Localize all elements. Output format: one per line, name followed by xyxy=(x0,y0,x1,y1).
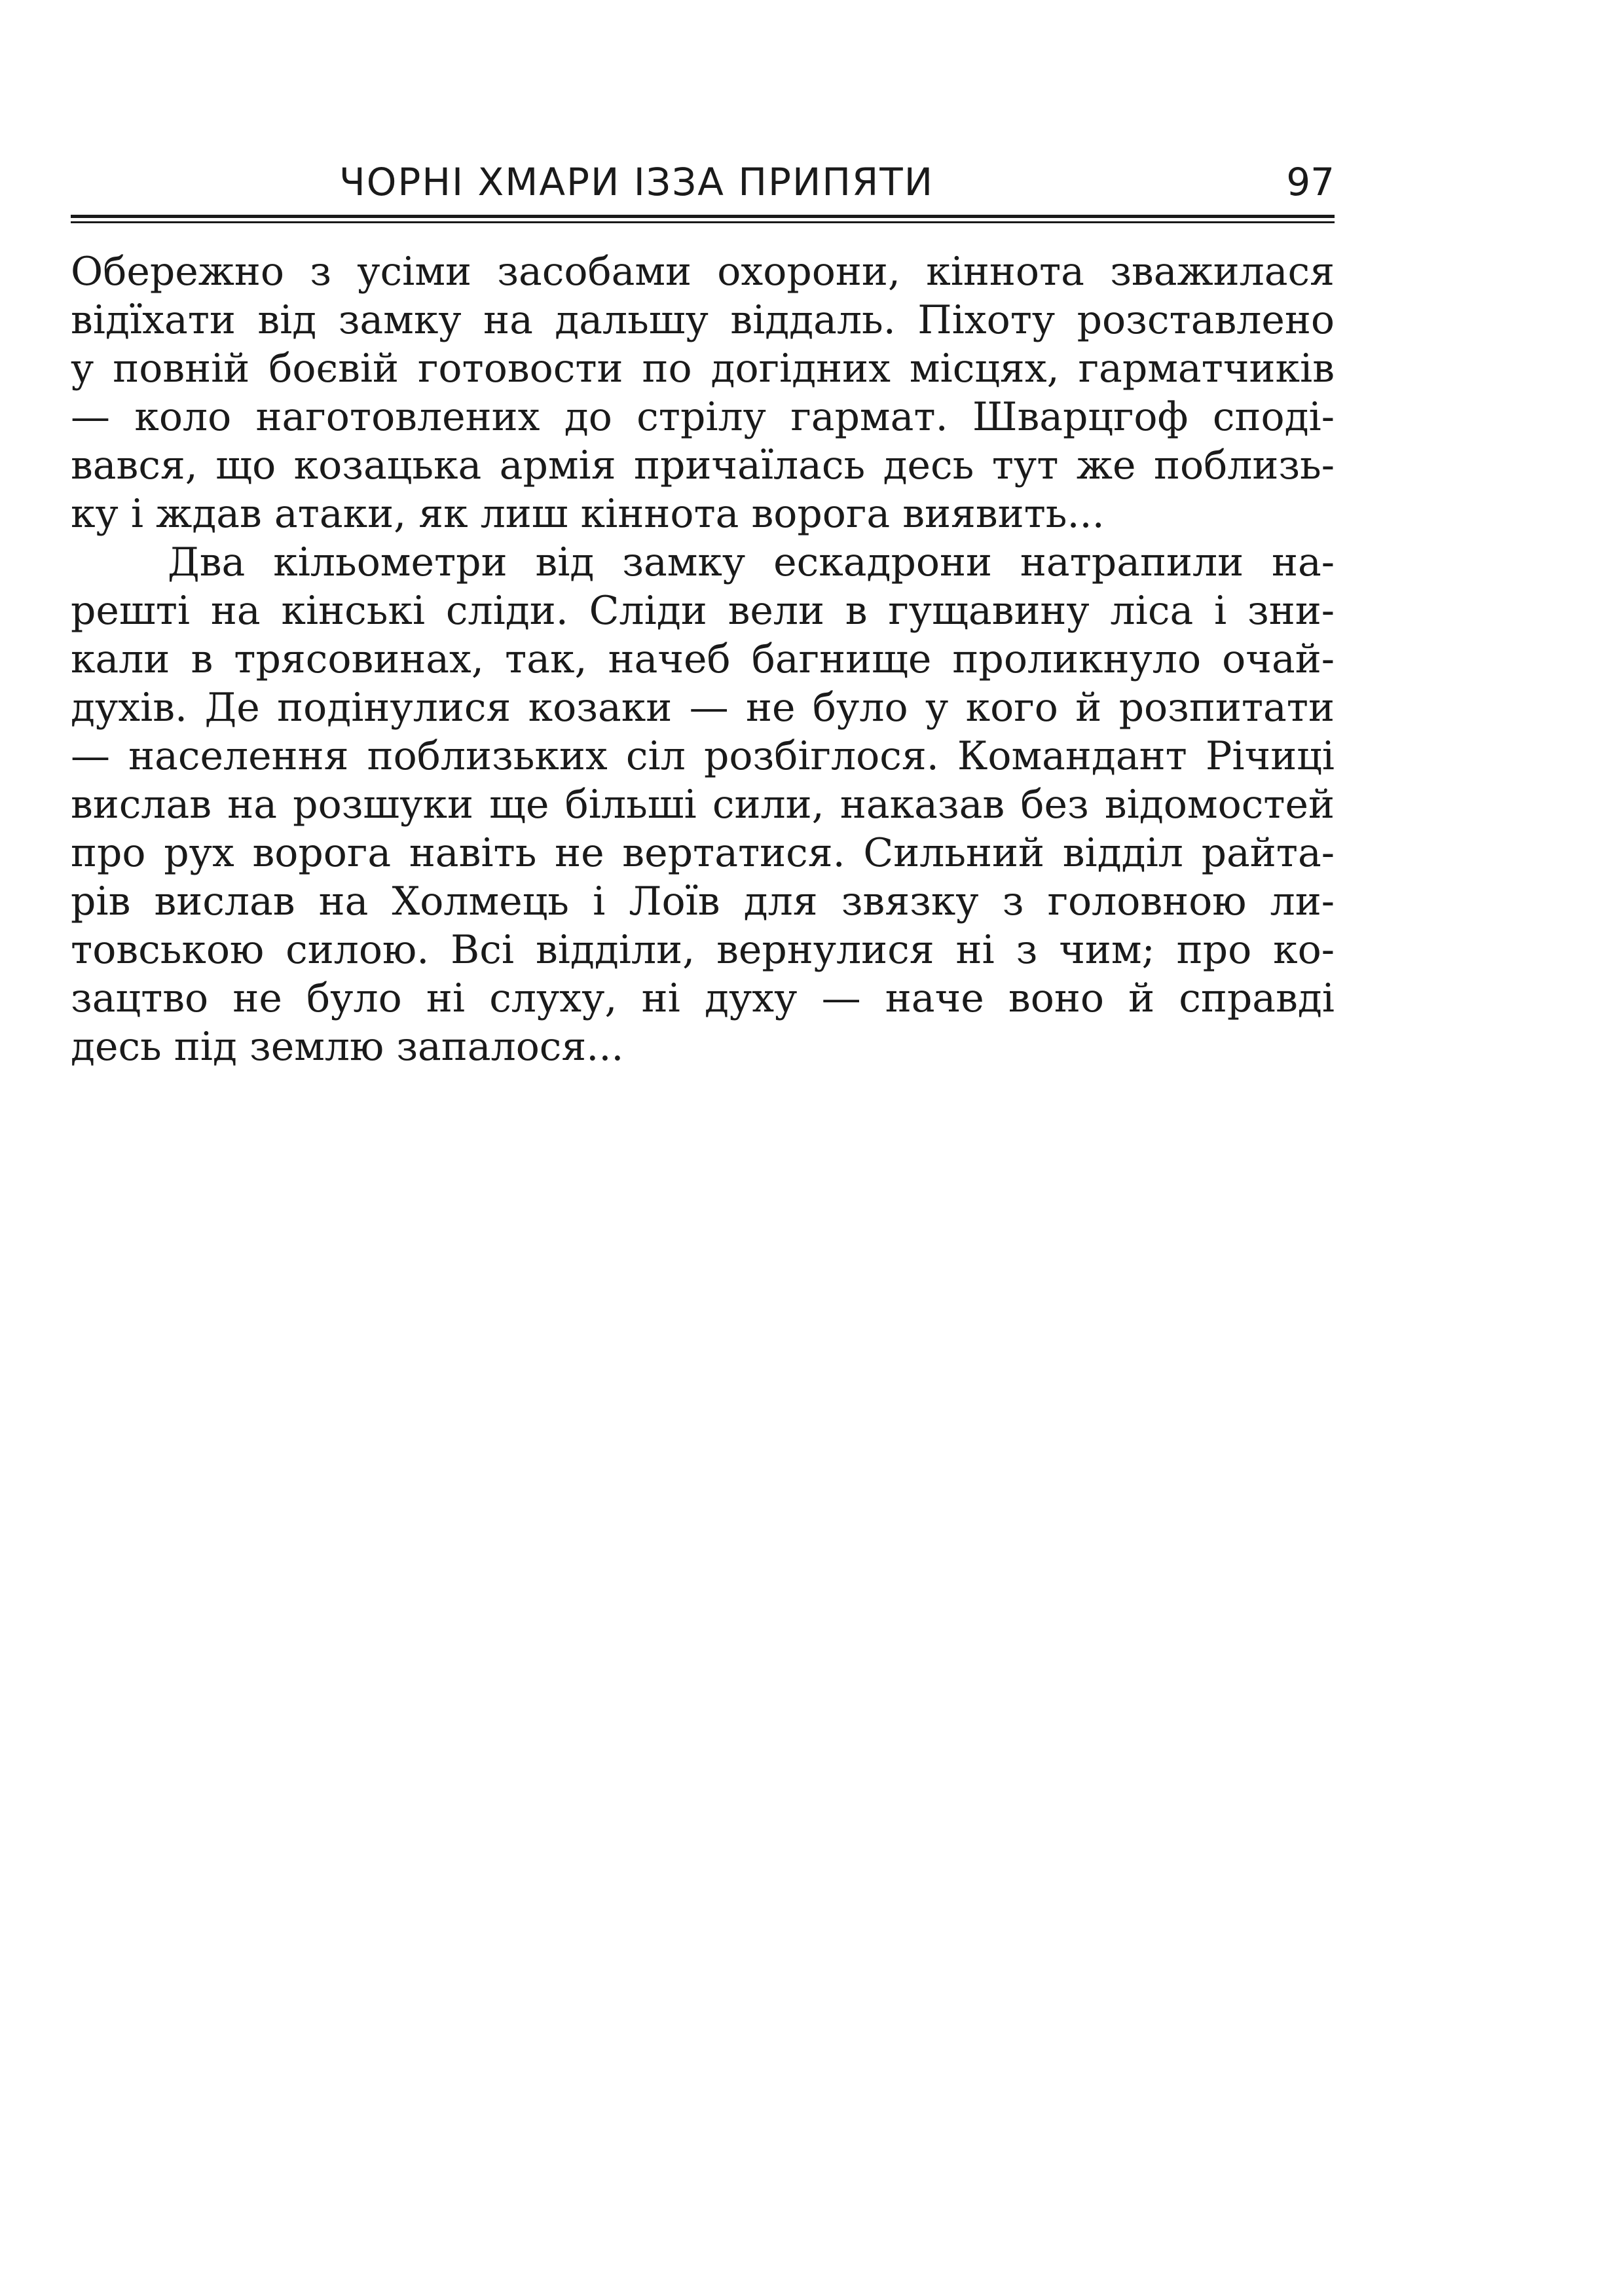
text-line: про рух ворога навіть не вертатися. Сильний відділ райта- xyxy=(71,830,1335,876)
header-rule-thin xyxy=(71,221,1335,223)
paragraph-1 xyxy=(71,247,1335,538)
text-line: рів вислав на Холмець і Лоїв для звязку з головною ли- xyxy=(71,879,1335,924)
text-line: решті на кінські сліди. Сліди вели в гущавину ліса і зни- xyxy=(71,588,1335,634)
text-line: вався, що козацька армія причаїлась десь тут же поблизь- xyxy=(71,443,1335,488)
running-title: ЧОРНІ ХМАРИ ІЗЗА ПРИПЯТИ xyxy=(339,160,934,204)
text-line: у повній боєвій готовости по догідних місцях, гарматчиків xyxy=(71,346,1335,392)
text-line: вислав на розшуки ще більші сили, наказав без відомостей xyxy=(71,782,1335,828)
text-line: Два кільометри від замку ескадрони натрапили на- xyxy=(168,539,1335,585)
running-header xyxy=(71,156,1335,215)
header-rule-thick xyxy=(71,215,1335,218)
text-line: Обережно з усіми засобами охорони, кіннота зважилася xyxy=(71,249,1335,295)
text-line: товською силою. Всі відділи, вернулися ні з чим; про ко- xyxy=(71,927,1335,973)
text-line: — населення поблизьких сіл розбіглося. Командант Річиці xyxy=(71,733,1335,779)
body-text xyxy=(71,247,1335,1071)
text-line: відїхати від замку на дальшу віддаль. Піхоту розставлено xyxy=(71,297,1335,343)
text-line: десь під землю запалося... xyxy=(71,1024,624,1070)
text-line: духів. Де подінулися козаки — не було у кого й розпитати xyxy=(71,685,1335,731)
page-number: 97 xyxy=(1286,160,1335,204)
text-line: кали в трясовинах, так, начеб багнище проликнуло очай- xyxy=(71,636,1335,682)
paragraph-2 xyxy=(71,538,1335,1071)
text-line: зацтво не було ні слуху, ні духу — наче воно й справді xyxy=(71,975,1335,1021)
text-line: ку і ждав атаки, як лиш кіннота ворога виявить... xyxy=(71,491,1105,537)
text-line: — коло наготовлених до стрілу гармат. Шварцгоф споді- xyxy=(71,394,1335,440)
